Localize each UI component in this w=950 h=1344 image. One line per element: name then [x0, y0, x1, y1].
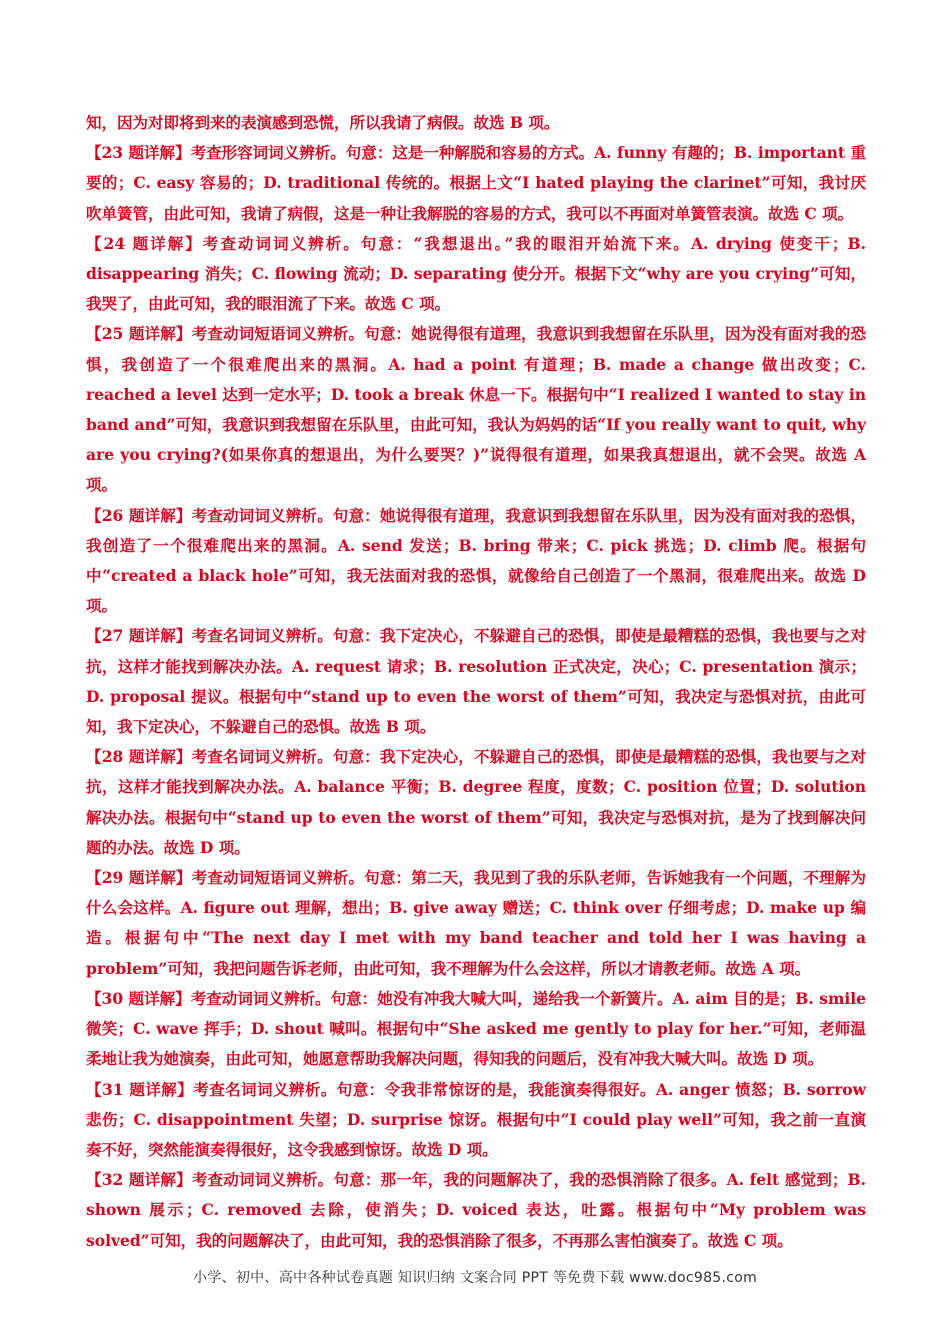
explanation-paragraph: 【32 题详解】考查动词词义辨析。句意：那一年，我的问题解决了，我的恐惧消除了很多。A. felt 感觉到；B. shown 展示；C. removed 去除，使消失；D. voiced 表达，吐露。根据句中“My problem was solved”可知，我的问题解决了，由此可知，我的恐惧消除了很多，不再那么害怕演奏了。故选 C 项。: [86, 1170, 866, 1250]
explanation-paragraph: 【31 题详解】考查名词词义辨析。句意：令我非常惊讶的是，我能演奏得很好。A. anger 愤怒；B. sorrow 悲伤；C. disappointment 失望；D. surprise 惊讶。根据句中“I could play well”可知，我之前一直演奏不好，突然能演奏得很好，这令我感到惊讶。故选 D 项。: [86, 1079, 866, 1159]
explanation-paragraph: 【30 题详解】考查动词词义辨析。句意：她没有冲我大喊大叫，递给我一个新簧片。A. aim 目的是；B. smile 微笑；C. wave 挥手；D. shout 喊叫。根据句中“She asked me gently to play for her.”可知，老师温柔地让我为她演奏，由此可知，她愿意帮助我解决问题，得知我的问题后，没有冲我大喊大叫。故选 D 项。: [86, 988, 866, 1069]
explanation-paragraph: 知，因为对即将到来的表演感到恐慌，所以我请了病假。故选 B 项。: [86, 113, 560, 132]
explanation-body: [86, 108, 866, 1256]
explanation-paragraph: 【24 题详解】考查动词词义辨析。句意：“我想退出。”我的眼泪开始流下来。A. drying 使变干；B. disappearing 消失；C. flowing 流动；D. separating 使分开。根据下文“why are you crying”可知，我哭了，由此可知，我的眼泪流了下来。故选 C 项。: [86, 233, 866, 314]
explanation-paragraph: 【25 题详解】考查动词短语词义辨析。句意：她说得很有道理，我意识到我想留在乐队里，因为没有面对我的恐惧，我创造了一个很难爬出来的黑洞。A. had a point 有道理；B. made a change 做出改变；C. reached a level 达到一定水平；D. took a break 休息一下。根据句中“I realized I wanted to stay in band and”可知，我意识到我想留在乐队里，由此可知，我认为妈妈的话“If you really want to quit, why are you crying?(如果你真的想退出，为什么要哭？)”说得很有道理，如果我真想退出，就不会哭。故选 A 项。: [86, 324, 866, 495]
explanation-paragraph: 【27 题详解】考查名词词义辨析。句意：我下定决心，不躲避自己的恐惧，即使是最糟糕的恐惧，我也要与之对抗，这样才能找到解决办法。A. request 请求；B. resolution 正式决定，决心；C. presentation 演示；D. proposal 提议。根据句中“stand up to even the worst of them”可知，我决定与恐惧对抗，由此可知，我下定决心，不躲避自己的恐惧。故选 B 项。: [86, 626, 866, 737]
explanation-paragraph: 【26 题详解】考查动词词义辨析。句意：她说得很有道理，我意识到我想留在乐队里，因为没有面对我的恐惧，我创造了一个很难爬出来的黑洞。A. send 发送；B. bring 带来；C. pick 挑选；D. climb 爬。根据句中“created a black hole”可知，我无法面对我的恐惧，就像给自己创造了一个黑洞，很难爬出来。故选 D 项。: [86, 505, 866, 616]
explanation-paragraph: 【29 题详解】考查动词短语词义辨析。句意：第二天，我见到了我的乐队老师，告诉她我有一个问题，不理解为什么会这样。A. figure out 理解，想出；B. give away 赠送；C. think over 仔细考虑；D. make up 编造。根据句中“The next day I met with my band teacher and told her I was having a problem”可知，我把问题告诉老师，由此可知，我不理解为什么会这样，所以才请教老师。故选 A 项。: [86, 868, 866, 978]
page-footer: 小学、初中、高中各种试卷真题 知识归纳 文案合同 PPT 等免费下载 www.doc985.com: [192, 1270, 758, 1286]
explanation-paragraph: 【28 题详解】考查名词词义辨析。句意：我下定决心，不躲避自己的恐惧，即使是最糟糕的恐惧，我也要与之对抗，这样才能找到解决办法。A. balance 平衡；B. degree 程度，度数；C. position 位置；D. solution 解决办法。根据句中“stand up to even the worst of them”可知，我决定与恐惧对抗，是为了找到解决问题的办法。故选 D 项。: [86, 747, 866, 857]
explanation-paragraph: 【23 题详解】考查形容词词义辨析。句意：这是一种解脱和容易的方式。A. funny 有趣的；B. important 重要的；C. easy 容易的；D. traditional 传统的。根据上文“I hated playing the clarinet”可知，我讨厌吹单簧管，由此可知，我请了病假，这是一种让我解脱的容易的方式，我可以不再面对单簧管表演。故选 C 项。: [86, 143, 866, 223]
